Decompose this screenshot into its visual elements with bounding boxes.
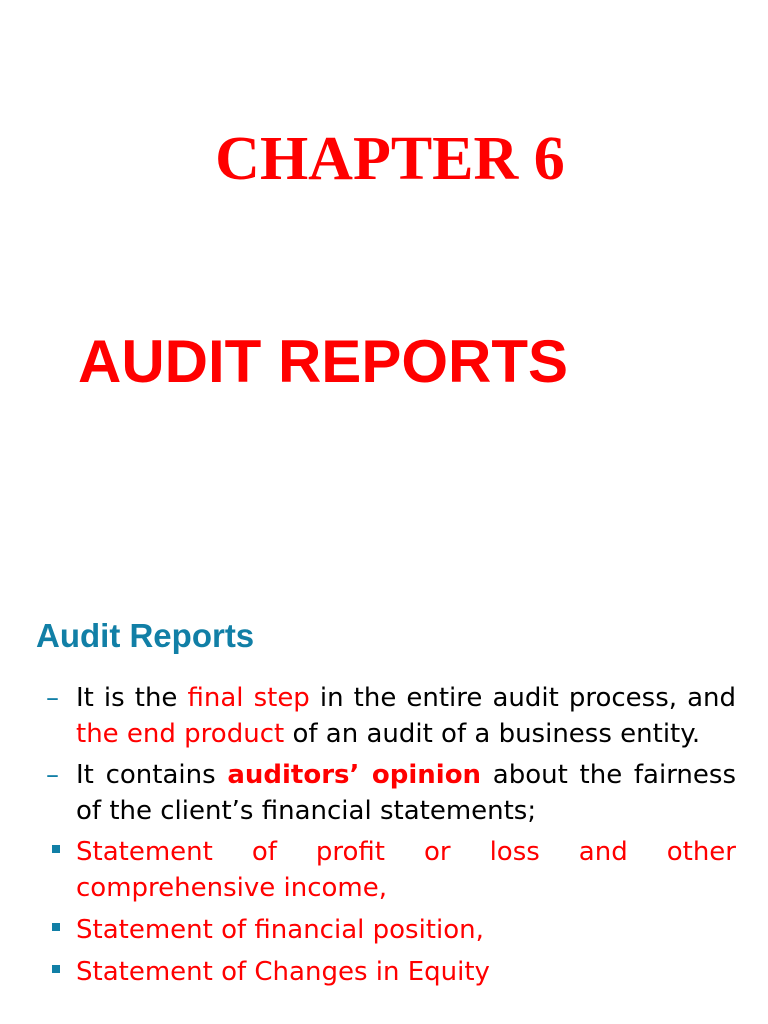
bullet-point-opinion bbox=[46, 757, 736, 829]
statement-item bbox=[46, 954, 736, 990]
point2-highlight-opinion: auditors’ opinion bbox=[227, 760, 482, 790]
statement-label: Statement of financial position, bbox=[76, 915, 484, 945]
point2-text: It contains bbox=[76, 760, 228, 790]
dash-bullet-icon: – bbox=[46, 760, 59, 790]
statement-label: Statement of profit or loss and other comprehensive income, bbox=[76, 837, 736, 903]
point1-text-end: of an audit of a business entity. bbox=[284, 719, 701, 749]
point1-highlight-final-step: final step bbox=[187, 683, 310, 713]
point1-text-mid: in the entire audit process, and bbox=[309, 683, 736, 713]
point2-text-end: about the fairness of the client’s financial statements; bbox=[76, 760, 737, 826]
statement-label: Statement of Changes in Equity bbox=[76, 957, 490, 987]
statement-item bbox=[46, 834, 736, 906]
section-heading: Audit Reports bbox=[36, 617, 255, 654]
point1-highlight-end-product: the end product bbox=[76, 719, 285, 749]
section-body bbox=[46, 680, 736, 996]
topic-title: AUDIT REPORTS bbox=[78, 328, 569, 395]
point1-text: It is the bbox=[76, 683, 188, 713]
statement-item bbox=[46, 912, 736, 948]
dash-bullet-icon: – bbox=[46, 683, 59, 713]
chapter-title: CHAPTER 6 bbox=[215, 125, 565, 193]
bullet-point-final-step bbox=[46, 680, 736, 752]
